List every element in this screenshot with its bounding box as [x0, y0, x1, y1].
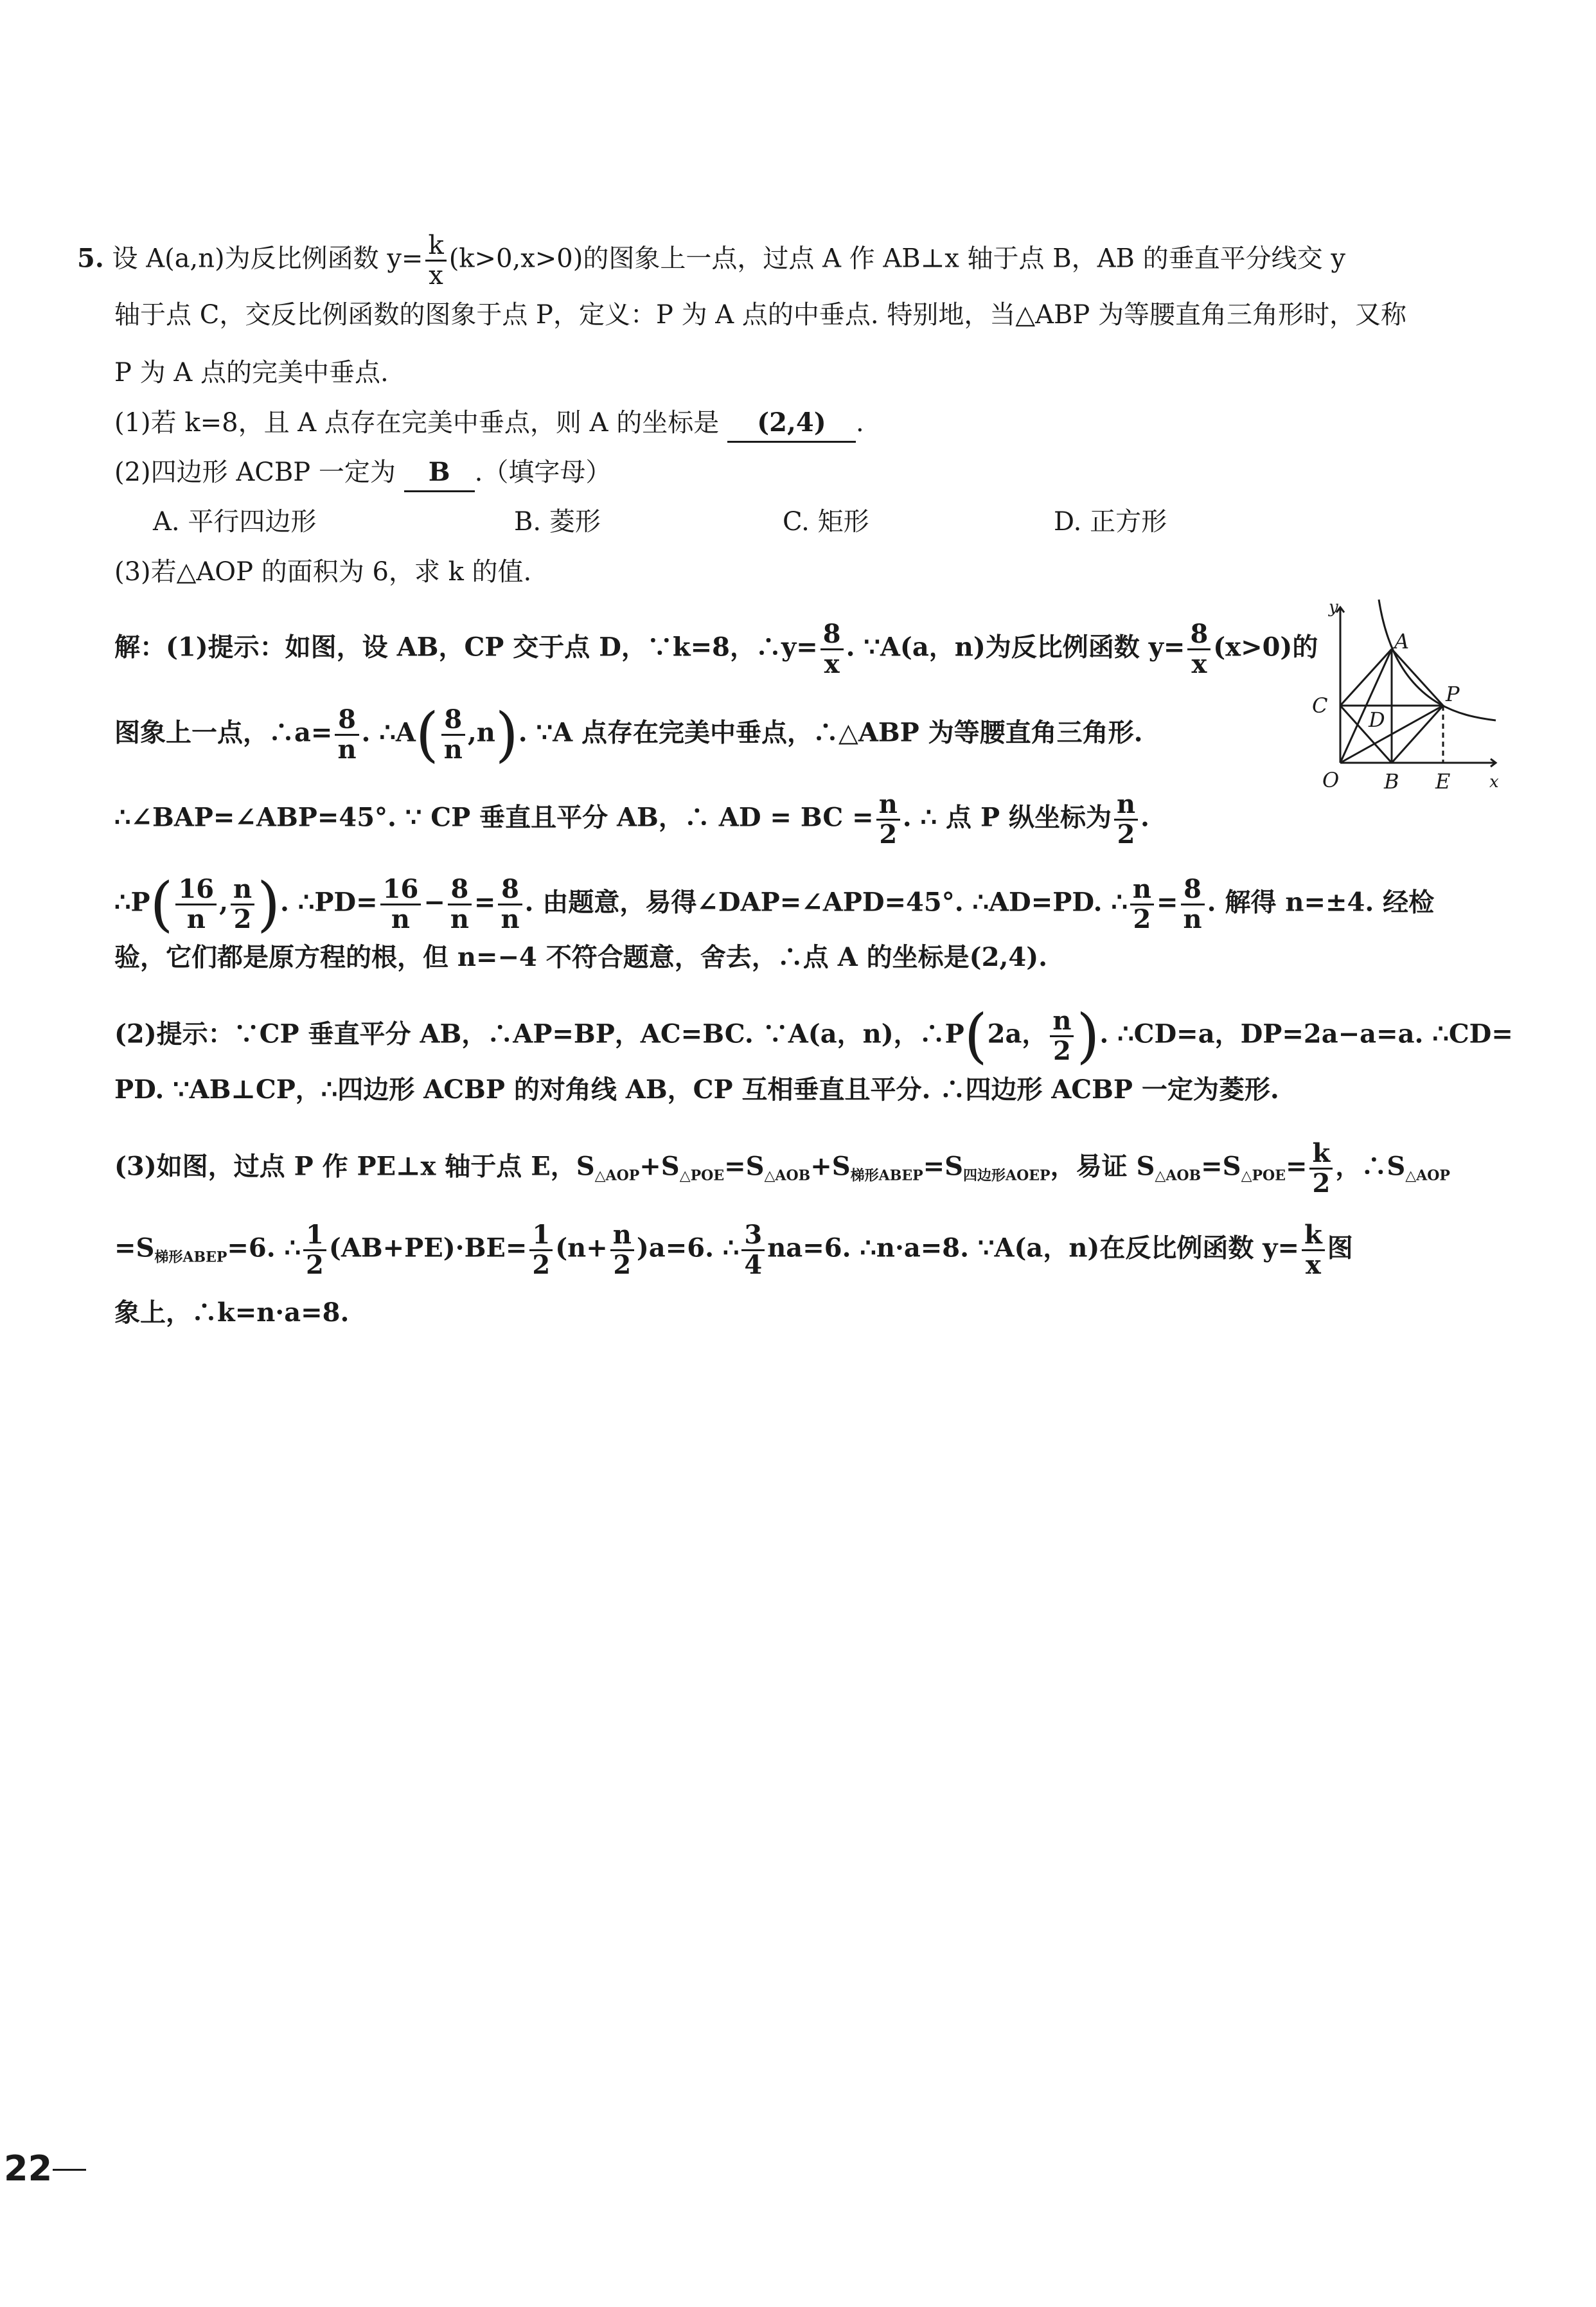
question-1-suffix: . — [855, 408, 864, 438]
fraction — [610, 1221, 634, 1279]
solution-text: 解：(1)提示：如图，设 AB，CP 交于点 D，∵k=8，∴y= — [114, 632, 818, 663]
frac-num: 8 — [498, 875, 522, 905]
solution-text: (x>0)的 — [1213, 632, 1318, 663]
frac-num: k — [1302, 1221, 1325, 1251]
frac-num: k — [1309, 1139, 1333, 1170]
solution-text: − — [423, 887, 445, 918]
fraction — [876, 790, 900, 849]
right-paren: ) — [1076, 1001, 1100, 1071]
solution-line-7: PD. ∵AB⊥CP，∴四边形 ACBP 的对角线 AB，CP 互相垂直且平分. ∴四边形 ACBP 一定为菱形. — [114, 1074, 1279, 1105]
question-1-text: (1)若 k=8，且 A 点存在完美中垂点，则 A 的坐标是 — [114, 408, 720, 438]
frac-den: 2 — [1052, 1036, 1071, 1066]
question-2-text: (2)四边形 ACBP 一定为 — [114, 458, 396, 487]
solution-text: . ∴PD= — [280, 887, 378, 918]
solution-text: . 解得 n=±4. 经检 — [1207, 887, 1435, 918]
frac-num: 8 — [335, 706, 359, 736]
subscript: △AOP — [594, 1167, 640, 1184]
frac-num: 8 — [1181, 875, 1205, 905]
solution-text: =6. ∴ — [227, 1233, 301, 1263]
hyperbola-curve — [1379, 600, 1496, 720]
frac-den: 2 — [233, 904, 252, 934]
solution-text: +S — [639, 1151, 680, 1182]
option-d: D. 正方形 — [1054, 507, 1167, 537]
solution-text: 图象上一点，∴a= — [114, 717, 333, 748]
geometry-figure — [1303, 594, 1506, 795]
frac-num: 3 — [741, 1221, 765, 1251]
frac-den: n — [186, 904, 206, 934]
frac-den: x — [1305, 1250, 1321, 1280]
solution-text: =S — [923, 1151, 964, 1182]
solution-text: . 由题意，易得∠DAP=∠APD=45°. ∴AD=PD. ∴ — [524, 887, 1128, 918]
subscript: △POE — [679, 1167, 725, 1184]
frac-den: 4 — [744, 1250, 763, 1280]
option-c: C. 矩形 — [783, 507, 869, 537]
solution-text: ∴P — [114, 887, 150, 918]
problem-line-2: 轴于点 C，交反比例函数的图象于点 P，定义：P 为 A 点的中垂点. 特别地，当△ABP 为等腰直角三角形时，又称 — [114, 300, 1406, 330]
solution-line-3 — [114, 790, 1149, 849]
frac-num: 8 — [448, 875, 472, 905]
fraction — [231, 875, 254, 934]
frac-den: x — [1191, 649, 1207, 679]
left-paren: ( — [964, 1001, 988, 1071]
right-paren: ) — [257, 869, 281, 939]
page-number: 22 — [4, 2148, 53, 2189]
frac-den: n — [391, 904, 411, 934]
label-O: O — [1322, 768, 1340, 792]
label-P: P — [1446, 682, 1460, 706]
fraction — [303, 1221, 326, 1279]
subscript: △POE — [1241, 1167, 1286, 1184]
frac-num: 1 — [529, 1221, 553, 1251]
label-B: B — [1384, 769, 1399, 794]
frac-num: 8 — [441, 706, 465, 736]
solution-text: ，∴S — [1335, 1151, 1406, 1182]
solution-text: (2)提示：∵CP 垂直平分 AB，∴AP=BP，AC=BC. ∵A(a，n)，∴P — [114, 1019, 964, 1049]
frac-den: 2 — [613, 1250, 632, 1280]
subscript: 梯形ABEP — [850, 1167, 923, 1184]
fraction — [1187, 620, 1210, 679]
solution-text: (n+ — [555, 1233, 608, 1263]
solution-text: , — [219, 887, 229, 918]
fraction — [1309, 1139, 1333, 1198]
solution-text: . ∴ 点 P 纵坐标为 — [902, 802, 1112, 833]
frac-den: 2 — [879, 819, 898, 850]
frac-den: 2 — [1133, 904, 1151, 934]
solution-text: 图 — [1327, 1233, 1353, 1263]
label-C: C — [1312, 693, 1328, 718]
solution-text: ,n — [467, 717, 495, 748]
frac-den: x — [824, 649, 840, 679]
problem-text-1a: 设 A(a,n)为反比例函数 y= — [112, 244, 423, 274]
left-paren: ( — [415, 700, 439, 769]
solution-text: = — [1156, 887, 1178, 918]
problem-line-3: P 为 A 点的完美中垂点. — [114, 358, 389, 387]
option-b: B. 菱形 — [514, 507, 601, 537]
frac-den: 2 — [306, 1250, 324, 1280]
solution-line-10: 象上，∴k=n·a=8. — [114, 1297, 350, 1328]
label-E: E — [1435, 769, 1451, 794]
solution-text: =S — [724, 1151, 765, 1182]
question-1-answer: (2,4) — [727, 405, 856, 443]
solution-text: =S — [1201, 1151, 1241, 1182]
question-2-suffix: .（填字母） — [474, 458, 612, 487]
solution-text: = — [474, 887, 496, 918]
frac-num: 1 — [303, 1221, 326, 1251]
frac-den: 2 — [1312, 1168, 1331, 1198]
solution-line-9 — [114, 1221, 1353, 1279]
solution-text: 2a， — [987, 1019, 1048, 1049]
frac-num: 8 — [1187, 620, 1210, 650]
left-paren: ( — [150, 869, 173, 939]
label-D: D — [1369, 708, 1385, 732]
fraction — [441, 706, 465, 764]
frac-num: 16 — [175, 875, 217, 905]
solution-line-1 — [114, 620, 1318, 679]
fraction — [335, 706, 359, 764]
frac-den: n — [450, 904, 469, 934]
label-y: y — [1329, 598, 1338, 617]
option-a: A. 平行四边形 — [153, 507, 317, 537]
subscript: 梯形ABEP — [154, 1249, 227, 1266]
frac-num: 8 — [820, 620, 844, 650]
fraction — [175, 875, 217, 934]
solution-text: . — [1140, 802, 1149, 833]
solution-text: (3)如图，过点 P 作 PE⊥x 轴于点 E，S — [114, 1151, 595, 1182]
fraction — [1130, 875, 1154, 934]
segment-AC — [1340, 649, 1392, 706]
solution-text: . ∴A — [361, 717, 416, 748]
frac-den: n — [443, 735, 463, 765]
solution-text: . ∵A 点存在完美中垂点，∴△ABP 为等腰直角三角形. — [518, 717, 1143, 748]
solution-text: (AB+PE)·BE= — [328, 1233, 528, 1263]
frac-num: n — [1050, 1007, 1074, 1037]
segment-BP — [1392, 706, 1443, 763]
solution-text: )a=6. ∴ — [636, 1233, 740, 1263]
fraction — [820, 620, 844, 679]
solution-text: . ∵A(a，n)为反比例函数 y= — [846, 632, 1185, 663]
solution-line-5: 验，它们都是原方程的根，但 n=−4 不符合题意，舍去，∴点 A 的坐标是(2,4). — [114, 942, 1048, 972]
solution-line-6 — [114, 1001, 1513, 1071]
frac-num: n — [1130, 875, 1154, 905]
solution-line-2 — [114, 700, 1143, 769]
frac-den: 2 — [1117, 819, 1135, 850]
frac-den: n — [337, 735, 357, 765]
fraction — [1302, 1221, 1325, 1279]
frac-den: 2 — [532, 1250, 551, 1280]
frac-den: n — [1183, 904, 1202, 934]
frac-num: 16 — [380, 875, 421, 905]
solution-text: . ∴CD=a，DP=2a−a=a. ∴CD= — [1099, 1019, 1513, 1049]
subscript: △AOP — [1405, 1167, 1450, 1184]
solution-line-4 — [114, 869, 1435, 939]
fraction — [529, 1221, 553, 1279]
fraction — [1181, 875, 1205, 934]
question-3: (3)若△AOP 的面积为 6，求 k 的值. — [114, 557, 532, 587]
page-number-dash — [53, 2169, 86, 2171]
solution-text: = — [1285, 1151, 1308, 1182]
label-A: A — [1394, 629, 1410, 654]
subscript: 四边形AOEP — [963, 1167, 1051, 1184]
frac-num: n — [1114, 790, 1138, 821]
frac-den: x — [429, 261, 443, 290]
problem-text-1b: (k>0,x>0)的图象上一点，过点 A 作 AB⊥x 轴于点 B，AB 的垂直平分线交 y — [448, 244, 1345, 274]
frac-num: n — [876, 790, 900, 821]
solution-text: ，易证 S — [1050, 1151, 1155, 1182]
fraction — [448, 875, 472, 934]
solution-text: ∴∠BAP=∠ABP=45°. ∵ CP 垂直且平分 AB，∴ AD = BC = — [114, 802, 874, 833]
right-paren: ) — [495, 700, 519, 769]
frac-den: n — [501, 904, 520, 934]
frac-num: n — [231, 875, 254, 905]
solution-text: na=6. ∴n·a=8. ∵A(a，n)在反比例函数 y= — [767, 1233, 1300, 1263]
solution-text: =S — [114, 1233, 155, 1263]
solution-text: +S — [810, 1151, 851, 1182]
subscript: △AOB — [764, 1167, 811, 1184]
label-x: x — [1489, 772, 1499, 792]
frac-num: k — [425, 231, 446, 262]
frac-num: n — [610, 1221, 634, 1251]
fraction — [1050, 1007, 1074, 1065]
problem-number: 5. — [77, 243, 104, 274]
fraction — [1114, 790, 1138, 849]
solution-line-8 — [114, 1139, 1450, 1198]
subscript: △AOB — [1155, 1167, 1201, 1184]
question-2-answer: B — [404, 454, 475, 492]
fraction — [380, 875, 421, 934]
fraction — [498, 875, 522, 934]
fraction — [741, 1221, 765, 1279]
segment-AP — [1392, 649, 1443, 706]
